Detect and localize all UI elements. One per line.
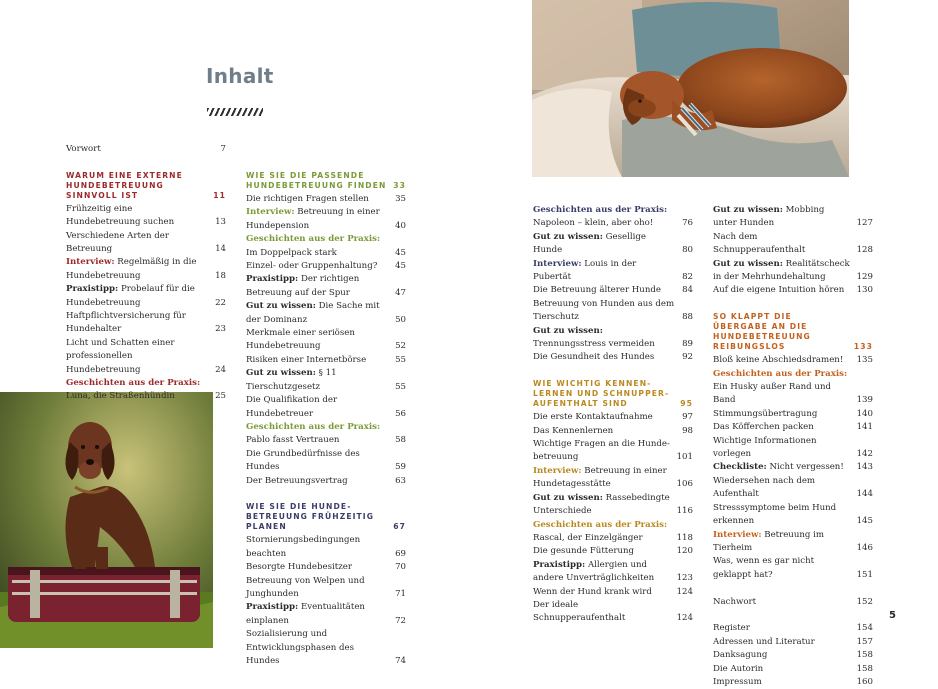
toc-entry[interactable]: Gut zu wissen: § 11 Tierschutzgesetz 55: [246, 368, 406, 392]
toc-entry[interactable]: Risiken einer Internetbörse 55: [246, 354, 406, 365]
sofa-dog-illustration: [532, 0, 849, 177]
toc-entry[interactable]: Nach dem Schnupperaufenthalt 128: [713, 231, 873, 256]
toc-entry[interactable]: Vorwort 7: [66, 144, 226, 154]
toc-entry[interactable]: Die richtigen Fragen stellen 35: [246, 194, 406, 204]
toc-entry[interactable]: Die gesunde Fütterung 120: [533, 546, 693, 557]
toc-entry[interactable]: Der Betreuungsvertrag 63: [246, 475, 406, 486]
photo-dog-on-sofa: [532, 0, 849, 177]
toc-entry[interactable]: Die Gesundheit des Hundes 92: [533, 352, 693, 363]
page-number: 5: [889, 610, 896, 621]
toc-entry[interactable]: Geschichten aus der Praxis: Im Doppelpack stark 45: [246, 234, 406, 258]
toc-entry[interactable]: Geschichten aus der Praxis: Napoleon – klein, aber oho! 76: [533, 205, 693, 229]
toc-section-heading[interactable]: WIE WICHTIG KENNENLERNEN UND SCHNUPPERAUFENTHALT SIND 95: [533, 379, 693, 409]
toc-entry[interactable]: Das Kennenlernen 98: [533, 425, 693, 436]
toc-entry[interactable]: Gut zu wissen: Rassebedingte Unterschiede 116: [533, 492, 693, 517]
toc-entry[interactable]: Interview: Betreuung in einer Hundepension 40: [246, 207, 406, 231]
toc-entry[interactable]: Praxistipp: Eventualitäten einplanen 72: [246, 602, 406, 626]
toc-entry[interactable]: Geschichten aus der Praxis: Luna, die Straßenhündin 25: [66, 378, 226, 402]
toc-entry[interactable]: Gut zu wissen: Trennungsstress vermeiden 89: [533, 325, 693, 350]
toc-entry[interactable]: Wiedersehen nach dem Aufenthalt 144: [713, 475, 873, 500]
toc-entry[interactable]: Praxistipp: Probelauf für die Hundebetreuung 22: [66, 284, 226, 308]
toc-section-heading[interactable]: WARUM EINE EXTERNE HUNDEBETREUUNG SINNVOLL IST 11: [66, 170, 226, 200]
toc-entry[interactable]: Die Betreuung älterer Hunde 84: [533, 285, 693, 296]
toc-entry[interactable]: Gut zu wissen: Gesellige Hunde 80: [533, 231, 693, 256]
toc-entry[interactable]: Geschichten aus der Praxis: Rascal, der Einzelgänger 118: [533, 519, 693, 543]
toc-section-heading[interactable]: WIE SIE DIE PASSENDE HUNDEBETREUUNG FINDEN 33: [246, 171, 406, 190]
toc-entry[interactable]: Licht und Schatten einer professionellen Hundebetreuung 24: [66, 337, 226, 375]
toc-entry[interactable]: Stimmungsübertragung 140: [713, 408, 873, 419]
toc-entry[interactable]: Haftpflichtversicherung für Hundehalter 23: [66, 311, 226, 335]
toc-entry[interactable]: Wichtige Informationen vorlegen 142: [713, 435, 873, 460]
toc-entry[interactable]: Interview: Betreuung in einer Hundetagesstätte 106: [533, 465, 693, 490]
toc-section-heading[interactable]: WIE SIE DIE HUNDEBETREUUNG FRÜHZEITIG PLANEN 67: [246, 502, 406, 532]
toc-entry[interactable]: Besorgte Hundebesitzer 70: [246, 562, 406, 573]
toc-entry[interactable]: Die Autorin 158: [713, 663, 873, 674]
toc-entry[interactable]: Bloß keine Abschiedsdramen! 135: [713, 355, 873, 366]
toc-entry[interactable]: Nachwort 152: [713, 596, 873, 607]
toc-entry[interactable]: Praxistipp: Allergien und andere Unverträglichkeiten 123: [533, 559, 693, 584]
photo-dog-on-suitcase: [0, 392, 213, 648]
toc-entry[interactable]: Die erste Kontaktaufnahme 97: [533, 412, 693, 423]
toc-entry[interactable]: Betreuung von Welpen und Junghunden 71: [246, 575, 406, 599]
toc-entry[interactable]: Der ideale Schnupperaufenthalt 124: [533, 599, 693, 624]
toc-entry[interactable]: Geschichten aus der Praxis: Pablo fasst Vertrauen 58: [246, 421, 406, 446]
toc-entry[interactable]: Merkmale einer seriösen Hundebetreuung 52: [246, 328, 406, 352]
toc-entry[interactable]: Praxistipp: Der richtigen Betreuung auf der Spur 47: [246, 274, 406, 298]
toc-entry[interactable]: Gut zu wissen: Realitätscheck in der Mehrhundehaltung 129: [713, 258, 873, 283]
toc-entry[interactable]: Was, wenn es gar nicht geklappt hat? 151: [713, 556, 873, 580]
toc-entry[interactable]: Stornierungsbedingungen beachten 69: [246, 535, 406, 559]
suitcase-dog-illustration: [0, 392, 213, 648]
toc-entry[interactable]: Auf die eigene Intuition hören 130: [713, 285, 873, 296]
toc-entry[interactable]: Die Grundbedürfnisse des Hundes 59: [246, 448, 406, 473]
toc-column-3: [533, 204, 693, 626]
toc-entry[interactable]: Gut zu wissen: Die Sache mit der Dominanz 50: [246, 301, 406, 325]
toc-column-4: [713, 204, 873, 689]
toc-entry[interactable]: Verschiedene Arten der Betreuung 14: [66, 230, 226, 255]
toc-entry[interactable]: Register 154: [713, 623, 873, 634]
toc-entry[interactable]: Adressen und Literatur 157: [713, 636, 873, 647]
toc-entry[interactable]: Frühzeitig eine Hundebetreuung suchen 13: [66, 203, 226, 228]
toc-entry[interactable]: Das Köfferchen packen 141: [713, 422, 873, 433]
toc-entry[interactable]: Interview: Regelmäßig in die Hundebetreuung 18: [66, 257, 226, 281]
toc-entry[interactable]: Wichtige Fragen an die Hundebetreuung 101: [533, 439, 693, 463]
toc-entry[interactable]: Einzel- oder Gruppenhaltung? 45: [246, 261, 406, 272]
toc-entry[interactable]: Gut zu wissen: Mobbing unter Hunden 127: [713, 205, 873, 229]
toc-entry[interactable]: Impressum 160: [713, 676, 873, 687]
toc-entry[interactable]: Stresssymptome beim Hund erkennen 145: [713, 502, 873, 527]
toc-section-heading[interactable]: SO KLAPPT DIE ÜBERGABE AN DIE HUNDEBETREUUNG REIBUNGSLOS 133: [713, 312, 873, 352]
toc-entry[interactable]: Checkliste: Nicht vergessen! 143: [713, 462, 873, 473]
toc-column-2: [246, 170, 406, 668]
toc-column-1: [66, 143, 226, 404]
toc-entry[interactable]: Geschichten aus der Praxis: Ein Husky außer Rand und Band 139: [713, 368, 873, 406]
toc-entry[interactable]: Sozialisierung und Entwicklungsphasen des Hundes 74: [246, 629, 406, 666]
page-title: Inhalt: [206, 64, 274, 88]
toc-entry[interactable]: Wenn der Hund krank wird 124: [533, 586, 693, 597]
title-hatch-ornament: [207, 108, 263, 116]
toc-entry[interactable]: Interview: Betreuung im Tierheim 146: [713, 529, 873, 553]
toc-entry[interactable]: Danksagung 158: [713, 650, 873, 661]
toc-entry[interactable]: Interview: Louis in der Pubertät 82: [533, 258, 693, 283]
toc-entry[interactable]: Betreuung von Hunden aus dem Tierschutz 88: [533, 298, 693, 323]
toc-entry[interactable]: Die Qualifikation der Hundebetreuer 56: [246, 395, 406, 419]
